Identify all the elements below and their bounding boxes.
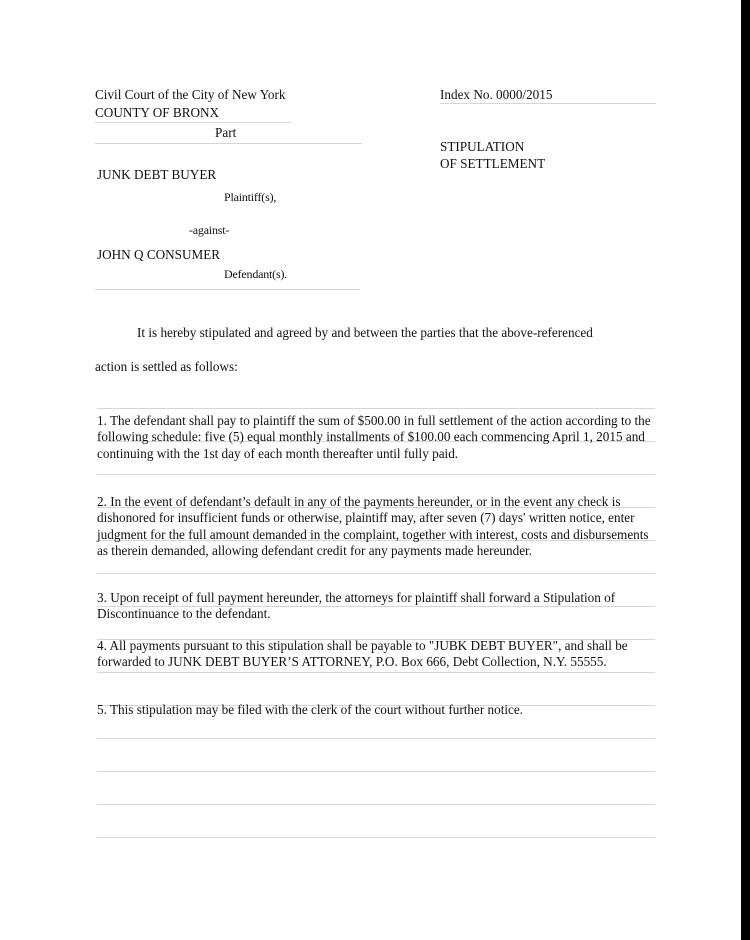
doc-title-line2: OF SETTLEMENT xyxy=(440,156,546,171)
defendant-name: JOHN Q CONSUMER xyxy=(97,247,221,262)
intro-line2: action is settled as follows: xyxy=(95,359,238,374)
plaintiff-label: Plaintiff(s), xyxy=(224,190,277,204)
doc-title-line1: STIPULATION xyxy=(440,139,525,154)
rule xyxy=(97,771,655,772)
rule xyxy=(95,122,291,123)
clause-2: 2. In the event of defendant’s default in any of the payments hereunder, or in the event any check is dishonored for insufficient funds or otherwise, plaintiff may, after seven (7) days' written notice, enter judgment for the full amount demanded in the complaint, together with interest, costs and disbursements as therein demanded, allowing defendant credit for any payments made hereunder. xyxy=(97,494,649,558)
rule xyxy=(440,103,656,104)
rule xyxy=(97,738,655,739)
plaintiff-name: JUNK DEBT BUYER xyxy=(97,167,217,182)
clause-4: 4. All payments pursuant to this stipulation shall be payable to "JUBK DEBT BUYER", and shall be forwarded to JUNK DEBT BUYER’S ATTORNEY, P.O. Box 666, Debt Collection, N.Y. 55555. xyxy=(97,638,628,670)
rule xyxy=(97,573,655,574)
rule xyxy=(97,804,655,805)
against-label: -against- xyxy=(189,223,230,237)
county-name: COUNTY OF BRONX xyxy=(95,105,220,120)
part-label: Part xyxy=(215,125,237,140)
defendant-label: Defendant(s). xyxy=(224,267,288,281)
rule xyxy=(95,289,360,290)
rule xyxy=(95,143,362,144)
rule xyxy=(97,408,655,409)
rule xyxy=(97,474,655,475)
intro-line1: It is hereby stipulated and agreed by and between the parties that the above-referenced xyxy=(137,325,593,340)
clause-3: 3. Upon receipt of full payment hereunder, the attorneys for plaintiff shall forward a Stipulation of Discontinuance to the defendant. xyxy=(97,590,616,622)
rule xyxy=(97,672,655,673)
index-number: Index No. 0000/2015 xyxy=(440,87,553,102)
clause-1: 1. The defendant shall pay to plaintiff the sum of $500.00 in full settlement of the action according to the following schedule: five (5) equal monthly installments of $100.00 each commencing April 1, 2015 and continuing with the 1st day of each month thereafter until fully paid. xyxy=(97,413,651,461)
court-name: Civil Court of the City of New York xyxy=(95,87,286,102)
rule xyxy=(97,837,655,838)
clause-5: 5. This stipulation may be filed with the clerk of the court without further notice. xyxy=(97,702,524,717)
